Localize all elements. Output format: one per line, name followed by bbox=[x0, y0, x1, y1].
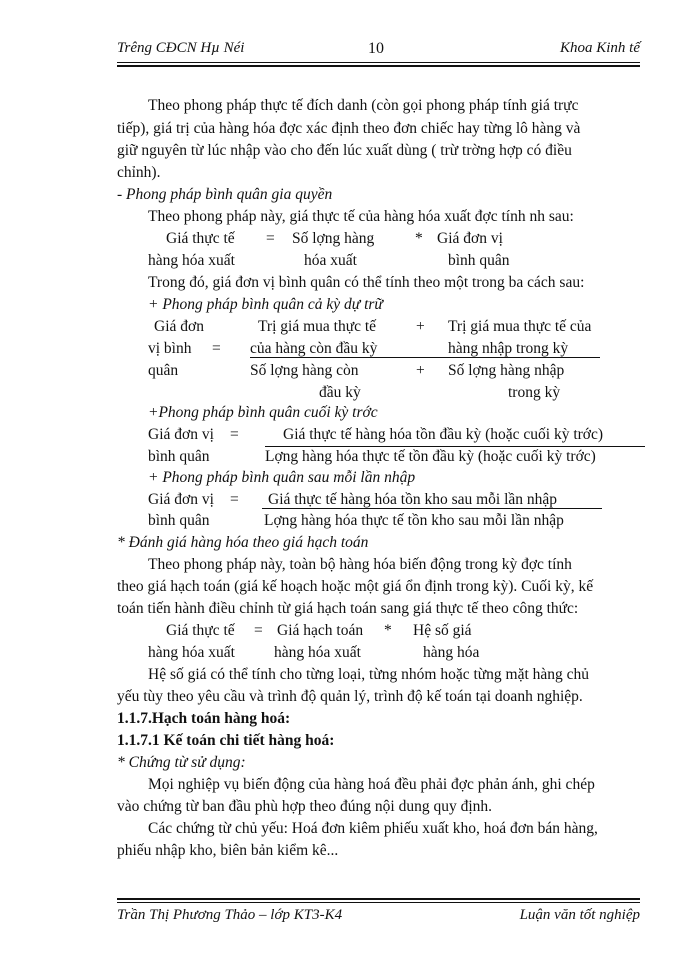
formula-operator: = bbox=[266, 230, 275, 247]
header-school: Trêng CĐCN Hµ Néi bbox=[117, 40, 245, 56]
formula-numerator: của hàng còn đầu kỳ bbox=[250, 340, 378, 357]
formula-term: Số lợng hàng bbox=[292, 230, 375, 247]
formula-denominator: Số lợng hàng nhập bbox=[448, 362, 565, 379]
paragraph-line: tiếp), giá trị của hàng hóa đợc xác định theo đơn chiếc hay từng lô hàng và bbox=[117, 120, 581, 137]
formula-term: bình quân bbox=[148, 448, 210, 465]
section-heading: - Phong pháp bình quân gia quyền bbox=[117, 186, 333, 203]
formula-operator: = bbox=[230, 426, 239, 443]
section-heading: * Chứng từ sử dụng: bbox=[117, 754, 246, 771]
formula-operator: = bbox=[212, 340, 221, 357]
fraction-bar bbox=[262, 508, 602, 509]
formula-term: Giá thực tế bbox=[166, 622, 235, 639]
formula-term: hàng hóa xuất bbox=[148, 252, 235, 269]
section-heading: +Phong pháp bình quân cuối kỳ trớc bbox=[148, 404, 378, 421]
formula-term: Giá thực tế bbox=[166, 230, 235, 247]
formula-denominator: Số lợng hàng còn bbox=[250, 362, 359, 379]
paragraph-line: toán tiến hành điều chỉnh từ giá hạch toán sang giá thực tế theo công thức: bbox=[117, 600, 579, 617]
formula-denominator: Lợng hàng hóa thực tế tồn đầu kỳ (hoặc cuối kỳ trớc) bbox=[265, 448, 596, 465]
section-heading: 1.1.7.1 Kế toán chi tiết hàng hoá: bbox=[117, 732, 335, 749]
formula-denominator: trong kỳ bbox=[508, 384, 561, 401]
paragraph-line: Trong đó, giá đơn vị bình quân có thể tính theo một trong ba cách sau: bbox=[148, 274, 585, 291]
formula-operator: + bbox=[416, 318, 425, 335]
paragraph-line: theo giá hạch toán (giá kế hoạch hoặc một giá ổn định trong kỳ). Cuối kỳ, kế bbox=[117, 578, 594, 595]
formula-term: hóa xuất bbox=[304, 252, 357, 269]
formula-numerator: Giá thực tế hàng hóa tồn đầu kỳ (hoặc cuối kỳ trớc) bbox=[283, 426, 604, 443]
paragraph-line: chỉnh). bbox=[117, 164, 161, 181]
formula-term: Giá đơn vị bbox=[148, 426, 214, 443]
formula-denominator: đầu kỳ bbox=[319, 384, 361, 401]
formula-operator: + bbox=[416, 362, 425, 379]
paragraph-line: Theo phong pháp này, toàn bộ hàng hóa biến động trong kỳ đợc tính bbox=[148, 556, 572, 573]
fraction-bar bbox=[265, 446, 645, 447]
formula-denominator: Lợng hàng hóa thực tế tồn kho sau mỗi lần nhập bbox=[264, 512, 564, 529]
fraction-bar bbox=[250, 357, 600, 358]
paragraph-line: Mọi nghiệp vụ biến động của hàng hoá đều phải đợc phản ánh, ghi chép bbox=[148, 776, 595, 793]
formula-numerator: Trị giá mua thực tế của bbox=[448, 318, 592, 335]
paragraph-line: Hệ số giá có thể tính cho từng loại, từng nhóm hoặc từng mặt hàng chủ bbox=[148, 666, 590, 683]
section-heading: 1.1.7.Hạch toán hàng hoá: bbox=[117, 710, 291, 727]
section-heading: + Phong pháp bình quân cả kỳ dự trữ bbox=[148, 296, 383, 313]
section-heading: * Đánh giá hàng hóa theo giá hạch toán bbox=[117, 534, 369, 551]
paragraph-line: vào chứng từ ban đầu phù hợp theo đúng nội dung quy định. bbox=[117, 798, 492, 815]
footer-author: Trần Thị Phương Thảo – lớp KT3-K4 bbox=[117, 907, 343, 923]
section-heading: + Phong pháp bình quân sau mỗi lần nhập bbox=[148, 469, 416, 486]
paragraph-line: yếu tùy theo yêu cầu và trình độ quản lý, trình độ kế toán tại doanh nghiệp. bbox=[117, 688, 583, 705]
paragraph-line: Theo phong pháp thực tế đích danh (còn gọi phong pháp tính giá trực bbox=[148, 97, 579, 114]
formula-operator: = bbox=[254, 622, 263, 639]
paragraph-line: Theo phong pháp này, giá thực tế của hàng hóa xuất đợc tính nh sau: bbox=[148, 208, 574, 225]
formula-term: hàng hóa xuất bbox=[148, 644, 235, 661]
formula-term: hàng hóa bbox=[423, 644, 480, 661]
formula-term: Hệ số giá bbox=[413, 622, 472, 639]
footer-rule bbox=[117, 902, 640, 903]
formula-term: Giá đơn bbox=[154, 318, 204, 335]
formula-numerator: Giá thực tế hàng hóa tồn kho sau mỗi lần nhập bbox=[268, 491, 558, 508]
formula-term: Giá đơn vị bbox=[148, 491, 214, 508]
paragraph-line: giữ nguyên từ lúc nhập vào cho đến lúc xuất dùng ( trừ trờng hợp có điều bbox=[117, 142, 572, 159]
formula-numerator: hàng nhập trong kỳ bbox=[448, 340, 569, 357]
formula-term: bình quân bbox=[448, 252, 510, 269]
formula-term: bình quân bbox=[148, 512, 210, 529]
footer-rule-thick bbox=[117, 898, 640, 900]
header-rule bbox=[117, 62, 640, 63]
formula-operator: = bbox=[230, 491, 239, 508]
header-department: Khoa Kinh tế bbox=[559, 40, 640, 56]
formula-term: hàng hóa xuất bbox=[274, 644, 361, 661]
page-number: 10 bbox=[368, 40, 384, 57]
formula-term: quân bbox=[148, 362, 179, 379]
formula-term: Giá đơn vị bbox=[437, 230, 503, 247]
formula-term: Giá hạch toán bbox=[277, 622, 364, 639]
formula-term: vị bình bbox=[148, 340, 192, 357]
header-rule-thick bbox=[117, 65, 640, 67]
paragraph-line: Các chứng từ chủ yếu: Hoá đơn kiêm phiếu xuất kho, hoá đơn bán hàng, bbox=[148, 820, 598, 837]
formula-numerator: Trị giá mua thực tế bbox=[258, 318, 377, 335]
formula-operator: * bbox=[415, 230, 423, 247]
formula-operator: * bbox=[384, 622, 392, 639]
footer-title: Luận văn tốt nghiệp bbox=[519, 907, 640, 923]
paragraph-line: phiếu nhập kho, biên bản kiểm kê... bbox=[117, 842, 339, 859]
